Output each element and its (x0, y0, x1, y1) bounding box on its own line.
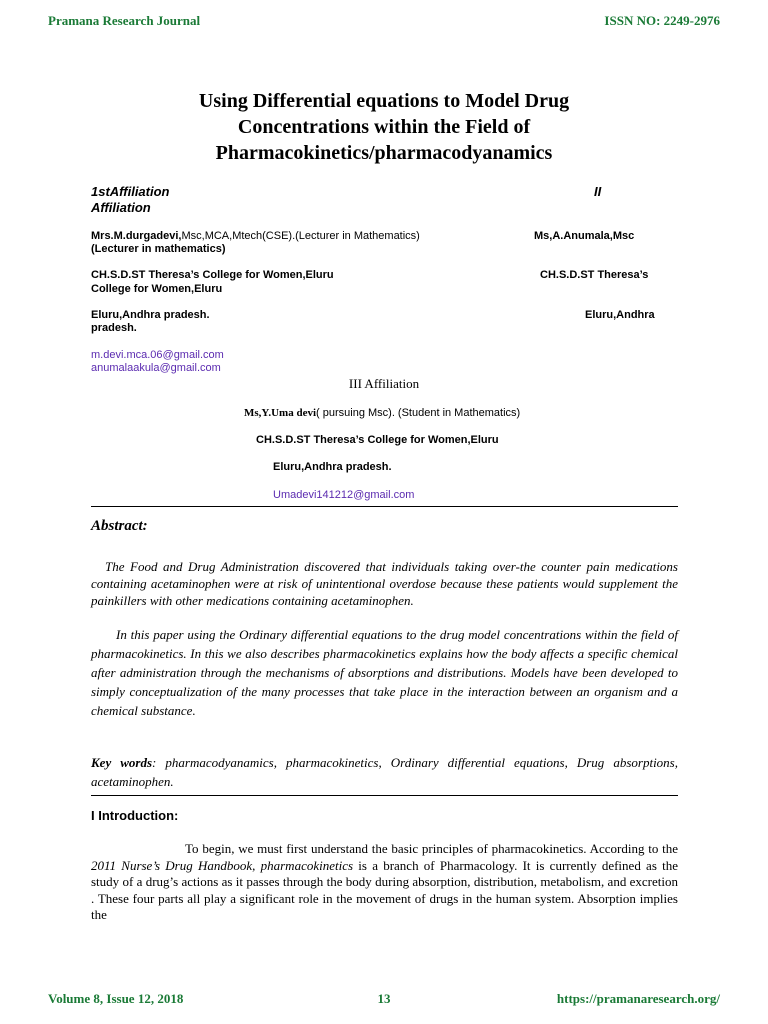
third-affiliation-label: III Affiliation (348, 376, 420, 391)
email3[interactable]: Umadevi141212@gmail.com (273, 489, 415, 501)
affiliation-label-continued: Affiliation (91, 200, 151, 215)
intro-term: pharmacokinetics (260, 857, 354, 873)
abstract-paragraph-2: In this paper using the Ordinary differential equations to the drug model concentrations within the field of pharmacokinetics. In this we also describes pharmacokinetics explains how the body affects a specific chemical after administration through the mechanisms of absorptions and distributions. Models have been developed to simply conceptualization of the many processes that take place in the interaction between an organism and a chemical substance. (91, 627, 678, 718)
abstract-heading: Abstract: (91, 518, 148, 534)
author3-name: Ms,Y.Uma devi (244, 407, 317, 419)
author1 (91, 230, 420, 243)
paper-title (0, 88, 768, 166)
location3: Eluru,Andhra pradesh. (273, 461, 392, 473)
author1-details: Msc,MCA,Mtech(CSE).(Lecturer in Mathematics) (181, 230, 420, 242)
footer-volume: Volume 8, Issue 12, 2018 (48, 991, 184, 1006)
location2: Eluru,Andhra (585, 309, 655, 321)
second-affiliation-label: II (594, 184, 602, 199)
email2[interactable]: anumalaakula@gmail.com (91, 362, 221, 374)
author3-details: ( pursuing Msc). (Student in Mathematics) (316, 407, 521, 419)
college2: CH.S.D.ST Theresa’s (540, 269, 649, 281)
divider (91, 795, 678, 796)
abstract-paragraph-1: The Food and Drug Administration discovered that individuals taking over-the counter pain medications containing acetaminophen were at risk of unintentional overdose because these patients would supplement the painkillers with other medications containing acetaminophen. (91, 559, 678, 608)
page-number: 13 (377, 991, 391, 1006)
title-line: Pharmacokinetics/pharmacodyanamics (215, 142, 553, 164)
author3 (244, 407, 520, 420)
intro-book-title: 2011 Nurse’s Drug Handbook (91, 857, 253, 873)
first-affiliation-label: 1stAffiliation (91, 184, 170, 199)
author2-role: (Lecturer in mathematics) (91, 243, 226, 255)
college2-continued: College for Women,Eluru (91, 283, 223, 295)
email1[interactable]: m.devi.mca.06@gmail.com (91, 349, 224, 361)
keywords (91, 753, 678, 791)
introduction-heading: I Introduction: (91, 808, 179, 823)
keywords-list: : pharmacodyanamics, pharmacokinetics, Ordinary differential equations, Drug absorptions, acetaminophen. (91, 755, 678, 789)
college3: CH.S.D.ST Theresa’s College for Women,Eluru (256, 434, 499, 446)
location1: Eluru,Andhra pradesh. (91, 309, 210, 321)
journal-name: Pramana Research Journal (48, 13, 201, 28)
divider (91, 506, 678, 507)
intro-text-3: is a branch of Pharmacology. It is currently defined as the study of a drug’s actions as it passes through the body during absorption, distribution, metabolism, and excretion . These four parts all play a significant role in the movement of drugs in the human system. Absorption implies the (91, 857, 678, 922)
college1: CH.S.D.ST Theresa’s College for Women,Eluru (91, 269, 334, 281)
author2-name: Ms,A.Anumala,Msc (534, 230, 635, 242)
journal-url[interactable]: https://pramanaresearch.org/ (556, 991, 720, 1006)
location2-continued: pradesh. (91, 322, 137, 334)
introduction-paragraph (91, 841, 678, 924)
intro-text-1: To begin, we must first understand the basic principles of pharmacokinetics. According to the (185, 841, 678, 856)
intro-text-2: , (252, 857, 261, 873)
title-line: Concentrations within the Field of (237, 116, 531, 138)
author1-name: Mrs.M.durgadevi, (91, 230, 182, 242)
issn-number: ISSN NO: 2249-2976 (604, 13, 720, 28)
keywords-label: Key words (91, 755, 153, 770)
title-line: Using Differential equations to Model Drug (198, 90, 570, 112)
